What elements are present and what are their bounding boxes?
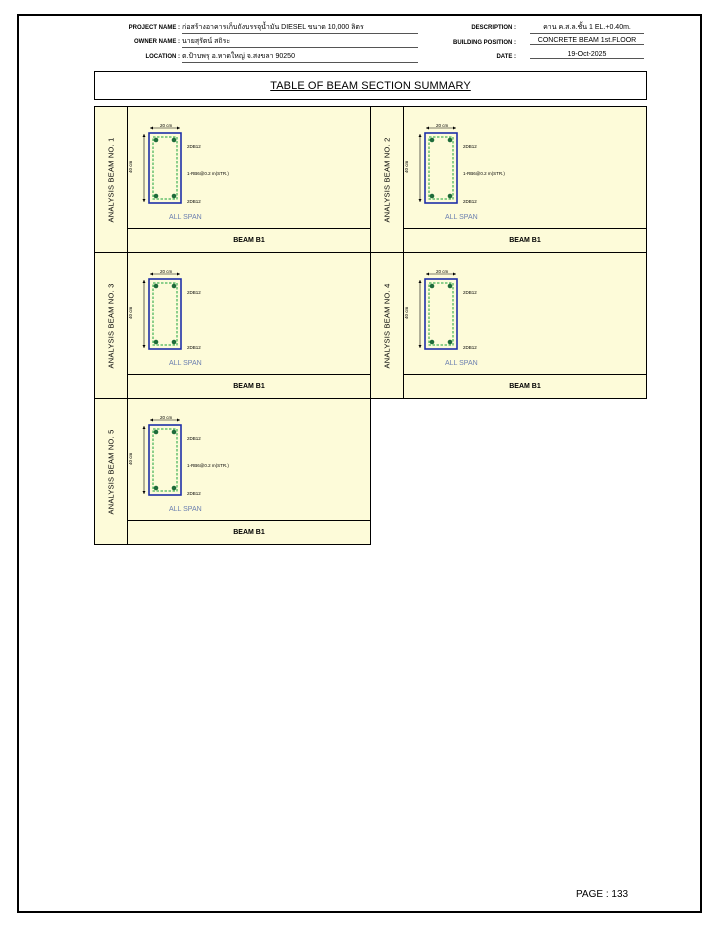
analysis-beam-label: ANALYSIS BEAM NO. 4 (382, 283, 392, 368)
bottom-rebar-label: 2DB12 (187, 491, 201, 496)
date-value: 19-Oct-2025 (530, 51, 644, 59)
side-label-box (95, 399, 128, 544)
beam-section-cell (370, 106, 647, 253)
beam-section-diagram (416, 120, 506, 220)
beam-name: BEAM B1 (128, 374, 370, 398)
width-dimension: 20 cm (436, 269, 449, 274)
beam-section-cell (94, 106, 371, 253)
width-dimension: 20 cm (160, 415, 173, 420)
owner-name-value: นายสุรัตน์ สถิระ (182, 36, 418, 48)
stirrup-label: 1-RB6@0.2 m(STR.) (187, 463, 229, 468)
side-label-box (95, 253, 128, 398)
analysis-beam-label: ANALYSIS BEAM NO. 2 (382, 137, 392, 222)
section-drawing (128, 253, 370, 375)
page-number: PAGE : 133 (576, 889, 629, 900)
table-title-box (94, 71, 647, 100)
analysis-beam-label: ANALYSIS BEAM NO. 3 (106, 283, 116, 368)
section-drawing (128, 399, 370, 521)
top-rebar-label: 2DB12 (463, 290, 477, 295)
section-drawing (404, 107, 646, 229)
span-label: ALL SPAN (169, 214, 202, 221)
table-title: TABLE OF BEAM SECTION SUMMARY (270, 79, 471, 92)
building-position-value: CONCRETE BEAM 1st.FLOOR (530, 37, 644, 45)
height-dimension: 40 cm (128, 160, 133, 173)
building-position-label: BUILDING POSITION : (453, 40, 516, 46)
date-label: DATE : (496, 54, 516, 60)
height-dimension: 40 cm (404, 306, 409, 319)
project-name-label: PROJECT NAME : (128, 25, 180, 31)
span-label: ALL SPAN (169, 360, 202, 367)
beam-section-diagram (416, 266, 506, 366)
location-value: ต.ป้าบพรุ อ.หาดใหญ่ จ.สงขลา 90250 (182, 51, 418, 63)
beam-section-cell (94, 398, 371, 545)
analysis-beam-label: ANALYSIS BEAM NO. 1 (106, 137, 116, 222)
beam-section-cell (94, 252, 371, 399)
beam-name: BEAM B1 (128, 520, 370, 544)
side-label-box (371, 107, 404, 252)
top-rebar-label: 2DB12 (463, 144, 477, 149)
project-name-value: ก่อสร้างอาคารเก็บถังบรรจุน้ำมัน DIESEL ขนาด 10,000 ลิตร (182, 22, 418, 34)
top-rebar-label: 2DB12 (187, 290, 201, 295)
description-value: คาน ค.ส.ล.ชั้น 1 EL.+0.40m. (530, 22, 644, 34)
stirrup-label: 1-RB6@0.2 m(STR.) (187, 171, 229, 176)
beam-name: BEAM B1 (128, 228, 370, 252)
section-drawing (404, 253, 646, 375)
beam-section-diagram (140, 120, 230, 220)
beam-name: BEAM B1 (404, 228, 646, 252)
beam-section-diagram (140, 266, 230, 366)
height-dimension: 40 cm (128, 452, 133, 465)
side-label-box (371, 253, 404, 398)
section-drawing (128, 107, 370, 229)
width-dimension: 20 cm (160, 123, 173, 128)
bottom-rebar-label: 2DB12 (463, 199, 477, 204)
height-dimension: 40 cm (404, 160, 409, 173)
width-dimension: 20 cm (160, 269, 173, 274)
beam-section-diagram (140, 412, 230, 512)
location-label: LOCATION : (145, 54, 180, 60)
stirrup-label: 1-RB6@0.2 m(STR.) (463, 171, 505, 176)
span-label: ALL SPAN (445, 360, 478, 367)
span-label: ALL SPAN (169, 506, 202, 513)
span-label: ALL SPAN (445, 214, 478, 221)
analysis-beam-label: ANALYSIS BEAM NO. 5 (106, 429, 116, 514)
description-label: DESCRIPTION : (471, 25, 516, 31)
top-rebar-label: 2DB12 (187, 144, 201, 149)
beam-name: BEAM B1 (404, 374, 646, 398)
width-dimension: 20 cm (436, 123, 449, 128)
top-rebar-label: 2DB12 (187, 436, 201, 441)
owner-name-label: OWNER NAME : (134, 39, 180, 45)
bottom-rebar-label: 2DB12 (187, 345, 201, 350)
side-label-box (95, 107, 128, 252)
bottom-rebar-label: 2DB12 (463, 345, 477, 350)
beam-section-cell (370, 252, 647, 399)
height-dimension: 40 cm (128, 306, 133, 319)
bottom-rebar-label: 2DB12 (187, 199, 201, 204)
